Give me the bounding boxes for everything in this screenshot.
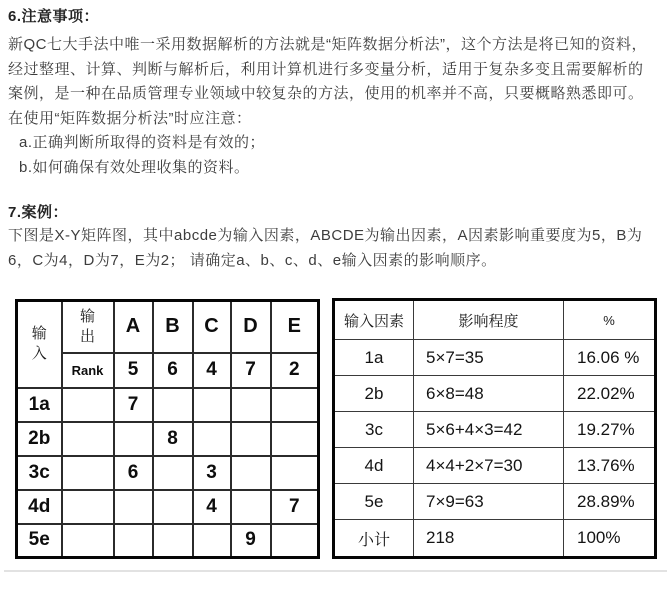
matrix-cell	[153, 524, 193, 558]
matrix-cell	[271, 456, 319, 490]
matrix-cell	[114, 524, 153, 558]
result-cell-formula: 5×6+4×3=42	[414, 412, 564, 448]
matrix-row-label: 4d	[17, 490, 62, 524]
matrix-cell	[193, 388, 231, 422]
matrix-corner-output	[62, 301, 114, 353]
matrix-cell	[271, 524, 319, 558]
matrix-cell	[231, 456, 271, 490]
corner-output-label: 输出	[79, 307, 95, 345]
matrix-corner-input	[17, 301, 62, 388]
matrix-cell	[62, 422, 114, 456]
result-cell-factor: 2b	[334, 376, 414, 412]
result-cell-percent: 16.06 %	[564, 340, 656, 376]
matrix-row-label: 5e	[17, 524, 62, 558]
matrix-cell	[62, 524, 114, 558]
matrix-cell: 4	[193, 490, 231, 524]
influence-result-table	[332, 298, 657, 559]
matrix-rank-value: 2	[271, 353, 319, 388]
matrix-col-header-B: B	[153, 301, 193, 353]
case-line-2: 6，C为4，D为7，E为2； 请确定a、b、c、d、e输入因素的影响顺序。	[8, 251, 497, 269]
matrix-rank-value: 7	[231, 353, 271, 388]
matrix-cell	[231, 422, 271, 456]
matrix-cell	[114, 422, 153, 456]
notes-paragraph	[8, 33, 647, 180]
matrix-cell: 3	[193, 456, 231, 490]
case-section-heading: 7.案例：	[8, 204, 69, 221]
result-header-influence: 影响程度	[414, 300, 564, 340]
matrix-col-header-E: E	[271, 301, 319, 353]
result-cell-factor: 5e	[334, 484, 414, 520]
notes-item-a: a.正确判断所取得的资料是有效的；	[19, 134, 266, 151]
matrix-cell: 7	[271, 490, 319, 524]
matrix-cell: 9	[231, 524, 271, 558]
result-cell-subtotal-value: 218	[414, 520, 564, 558]
notes-line-4: 在使用“矩阵数据分析法”时应注意：	[8, 109, 252, 127]
result-cell-percent: 28.89%	[564, 484, 656, 520]
notes-line-1: 新QC七大手法中唯一采用数据解析的方法就是“矩阵数据分析法”，这个方法是将已知的资料，	[8, 36, 647, 53]
notes-line-2: 经过整理、计算、判断与解析后，利用计算机进行多变量分析，适用于复杂多变且需要解析的	[8, 60, 644, 78]
matrix-cell	[153, 388, 193, 422]
matrix-cell	[153, 456, 193, 490]
result-cell-formula: 6×8=48	[414, 376, 564, 412]
matrix-cell	[271, 388, 319, 422]
matrix-cell: 8	[153, 422, 193, 456]
matrix-row-label: 1a	[17, 388, 62, 422]
matrix-cell	[271, 422, 319, 456]
matrix-cell	[62, 490, 114, 524]
corner-input-label: 输入	[31, 325, 47, 363]
notes-item-b: b.如何确保有效处理收集的资料。	[19, 158, 250, 176]
matrix-cell	[62, 456, 114, 490]
matrix-row-label: 3c	[17, 456, 62, 490]
matrix-col-header-C: C	[193, 301, 231, 353]
notes-line-3: 案例，是一种在品质管理专业领域中较复杂的方法，使用的机率并不高，只要概略熟悉即可。	[8, 85, 644, 102]
matrix-cell	[153, 490, 193, 524]
matrix-rank-label: Rank	[62, 353, 114, 388]
matrix-cell	[193, 524, 231, 558]
result-cell-percent: 13.76%	[564, 448, 656, 484]
case-line-1: 下图是X-Y矩阵图，其中abcde为输入因素，ABCDE为输出因素，A因素影响重要度为5，B为	[8, 227, 643, 244]
result-cell-percent: 22.02%	[564, 376, 656, 412]
matrix-cell	[231, 490, 271, 524]
matrix-cell: 7	[114, 388, 153, 422]
result-header-percent: %	[564, 300, 656, 340]
result-cell-formula: 4×4+2×7=30	[414, 448, 564, 484]
matrix-rank-value: 6	[153, 353, 193, 388]
xy-matrix-table	[15, 299, 320, 559]
notes-section-heading: 6.注意事项：	[8, 8, 100, 25]
bottom-divider-line	[4, 570, 667, 572]
result-cell-subtotal-percent: 100%	[564, 520, 656, 558]
matrix-col-header-D: D	[231, 301, 271, 353]
matrix-row-label: 2b	[17, 422, 62, 456]
matrix-cell	[231, 388, 271, 422]
result-cell-formula: 7×9=63	[414, 484, 564, 520]
matrix-cell: 6	[114, 456, 153, 490]
result-cell-factor: 3c	[334, 412, 414, 448]
result-cell-subtotal-label: 小计	[334, 520, 414, 558]
matrix-cell	[114, 490, 153, 524]
result-cell-factor: 1a	[334, 340, 414, 376]
matrix-col-header-A: A	[114, 301, 153, 353]
matrix-cell	[62, 388, 114, 422]
result-header-input-factor: 输入因素	[334, 300, 414, 340]
case-paragraph	[8, 224, 642, 273]
result-cell-factor: 4d	[334, 448, 414, 484]
matrix-rank-value: 5	[114, 353, 153, 388]
matrix-rank-value: 4	[193, 353, 231, 388]
result-cell-percent: 19.27%	[564, 412, 656, 448]
matrix-cell	[193, 422, 231, 456]
result-cell-formula: 5×7=35	[414, 340, 564, 376]
